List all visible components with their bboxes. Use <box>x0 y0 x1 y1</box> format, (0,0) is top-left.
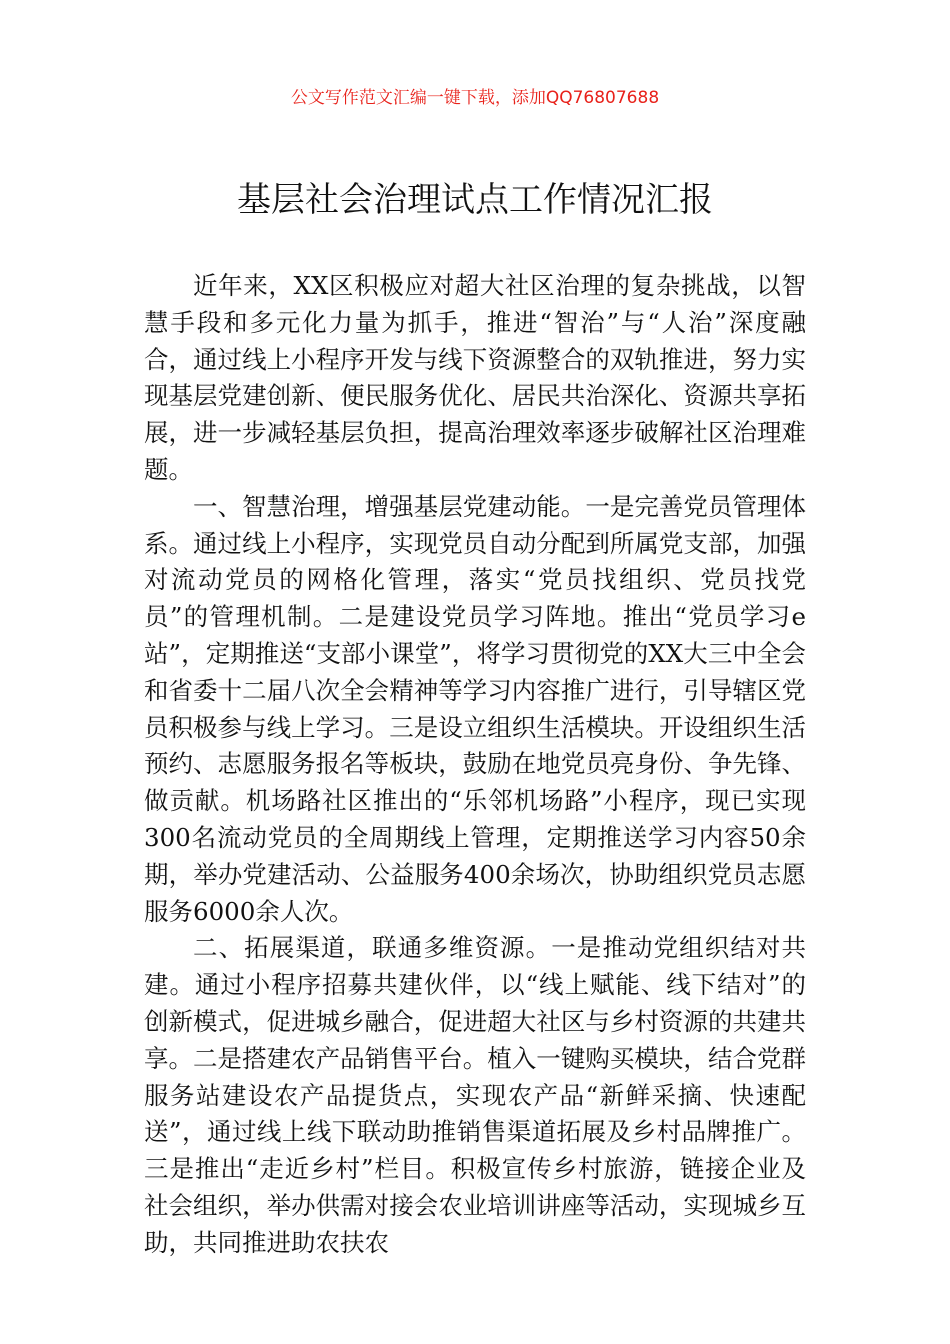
paragraph-section-2: 二、拓展渠道，联通多维资源。一是推动党组织结对共建。通过小程序招募共建伙伴，以“线上赋能、线下结对”的创新模式，促进城乡融合，促进超大社区与乡村资源的共建共享。二是搭建农产品销售平台。植入一键购买模块，结合党群服务站建设农产品提货点，实现农产品“新鲜采摘、快速配送”，通过线上线下联动助推销售渠道拓展及乡村品牌推广。三是推出“走近乡村”栏目。积极宣传乡村旅游，链接企业及社会组织，举办供需对接会农业培训讲座等活动，实现城乡互助，共同推进助农扶农 <box>144 933 806 1257</box>
paragraph-intro: 近年来，XX区积极应对超大社区治理的复杂挑战，以智慧手段和多元化力量为抓手，推进“智治”与“人治”深度融合，通过线上小程序开发与线下资源整合的双轨推进，努力实现基层党建创新、便民服务优化、居民共治深化、资源共享拓展，进一步减轻基层负担，提高治理效率逐步破解社区治理难题。 <box>144 271 806 484</box>
document-body <box>144 268 806 1262</box>
paragraph-section-1: 一、智慧治理，增强基层党建动能。一是完善党员管理体系。通过线上小程序，实现党员自动分配到所属党支部，加强对流动党员的网格化管理，落实“党员找组织、党员找党员”的管理机制。二是建设党员学习阵地。推出“党员学习e站”，定期推送“支部小课堂”，将学习贯彻党的XX大三中全会和省委十二届八次全会精神等学习内容推广进行，引导辖区党员积极参与线上学习。三是设立组织生活模块。开设组织生活预约、志愿服务报名等板块，鼓励在地党员亮身份、争先锋、做贡献。机场路社区推出的“乐邻机场路”小程序，现已实现300名流动党员的全周期线上管理，定期推送学习内容50余期，举办党建活动、公益服务400余场次，协助组织党员志愿服务6000余人次。 <box>144 491 806 926</box>
download-notice: 公文写作范文汇编一键下载，添加QQ76807688 <box>290 88 660 108</box>
document-title: 基层社会治理试点工作情况汇报 <box>237 180 713 220</box>
